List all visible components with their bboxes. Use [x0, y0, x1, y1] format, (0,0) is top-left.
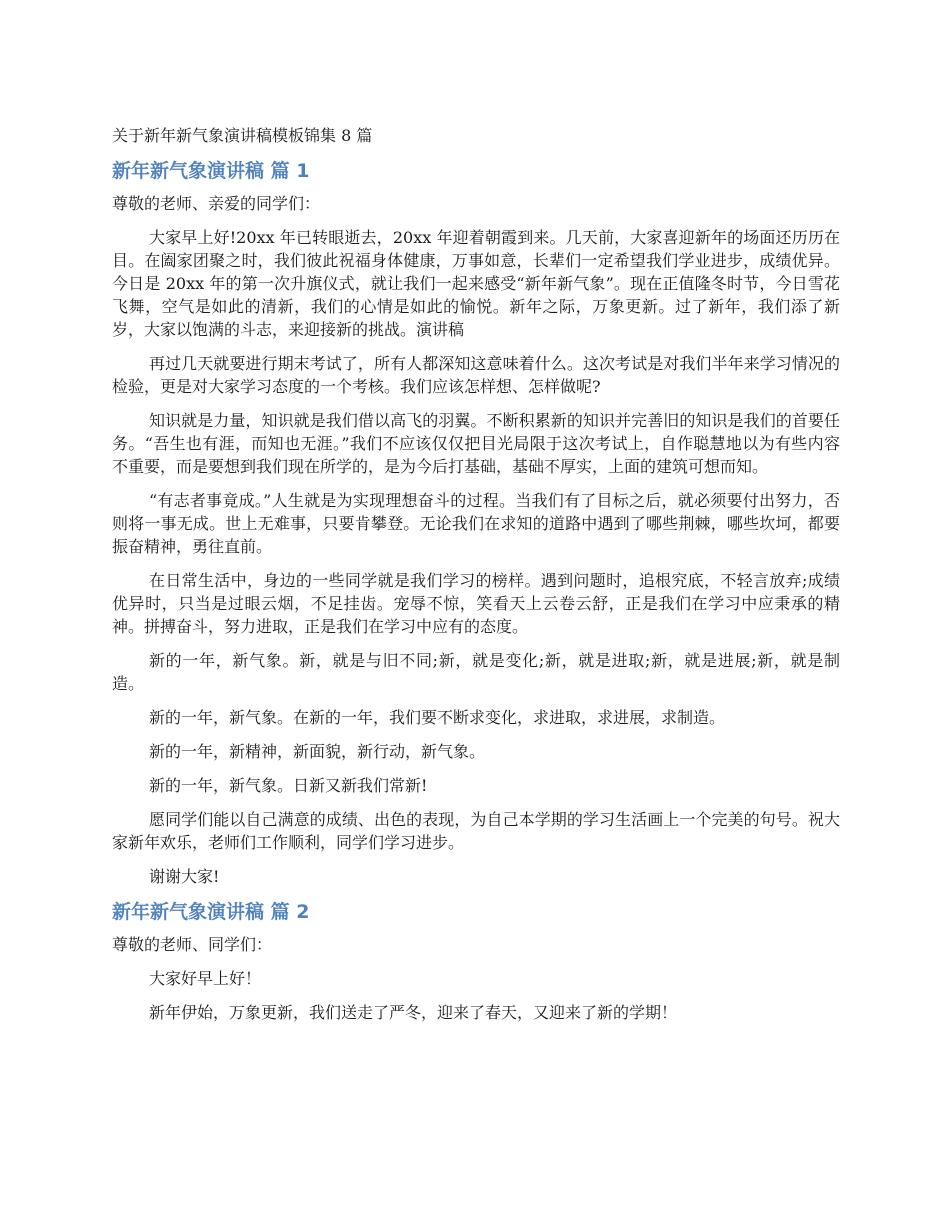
paragraph: “有志者事竟成。”人生就是为实现理想奋斗的过程。当我们有了目标之后，就必须要付出努力，否则将一事无成。世上无难事，只要肯攀登。无论我们在求知的道路中遇到了哪些荆棘，哪些坎坷，都要振奋精神，勇往直前。 [112, 491, 840, 556]
paragraph: 谢谢大家! [149, 867, 220, 886]
greeting: 尊敬的老师、亲爱的同学们： [112, 194, 321, 213]
paragraph: 愿同学们能以自己满意的成绩、出色的表现，为自己本学期的学习生活画上一个完美的句号。祝大家新年欢乐，老师们工作顺利，同学们学习进步。 [112, 810, 840, 852]
section-heading: 新年新气象演讲稿 篇 1 [112, 160, 310, 182]
paragraph: 新的一年，新精神，新面貌，新行动，新气象。 [149, 742, 486, 761]
paragraph: 在日常生活中，身边的一些同学就是我们学习的榜样。遇到问题时，追根究底，不轻言放弃;成绩优异时，只当是过眼云烟，不足挂齿。宠辱不惊，笑看天上云卷云舒，正是我们在学习中应秉承的精神。拼搏奋斗，努力进取，正是我们在学习中应有的态度。 [112, 571, 840, 636]
paragraph: 大家好早上好！ [149, 969, 262, 988]
greeting: 尊敬的老师、同学们： [112, 935, 273, 954]
paragraph: 新年伊始，万象更新，我们送走了严冬，迎来了春天，又迎来了新的学期！ [149, 1003, 678, 1022]
paragraph: 新的一年，新气象。新，就是与旧不同;新，就是变化;新，就是进取;新，就是进展;新，就是制造。 [112, 651, 840, 693]
paragraph: 新的一年，新气象。在新的一年，我们要不断求变化，求进取，求进展，求制造。 [149, 708, 726, 727]
section-1 [112, 158, 840, 888]
section-heading: 新年新气象演讲稿 篇 2 [112, 901, 310, 923]
document-page [112, 124, 840, 1035]
paragraph: 新的一年，新气象。日新又新我们常新! [149, 776, 428, 795]
section-2 [112, 899, 840, 1024]
document-title: 关于新年新气象演讲稿模板锦集 8 篇 [112, 126, 373, 145]
paragraph: 大家早上好!20xx 年已转眼逝去，20xx 年迎着朝霞到来。几天前，大家喜迎新年的场面还历历在目。在阖家团聚之时，我们彼此祝福身体健康，万事如意，长辈们一定希望我们学业进步，成绩优异。今日是 20xx 年的第一次升旗仪式，就让我们一起来感受“新年新气象”。现在正值隆冬时节，今日雪花飞舞，空气是如此的清新，我们的心情是如此的愉悦。新年之际，万象更新。过了新年，我们添了新岁，大家以饱满的斗志，来迎接新的挑战。演讲稿 [112, 228, 840, 339]
paragraph: 再过几天就要进行期末考试了，所有人都深知这意味着什么。这次考试是对我们半年来学习情况的检验，更是对大家学习态度的一个考核。我们应该怎样想、怎样做呢? [112, 354, 840, 396]
paragraph: 知识就是力量，知识就是我们借以高飞的羽翼。不断积累新的知识并完善旧的知识是我们的首要任务。“吾生也有涯，而知也无涯。”我们不应该仅仅把目光局限于这次考试上，自作聪慧地以为有些内容不重要，而是要想到我们现在所学的，是为今后打基础，基础不厚实，上面的建筑可想而知。 [112, 411, 840, 476]
